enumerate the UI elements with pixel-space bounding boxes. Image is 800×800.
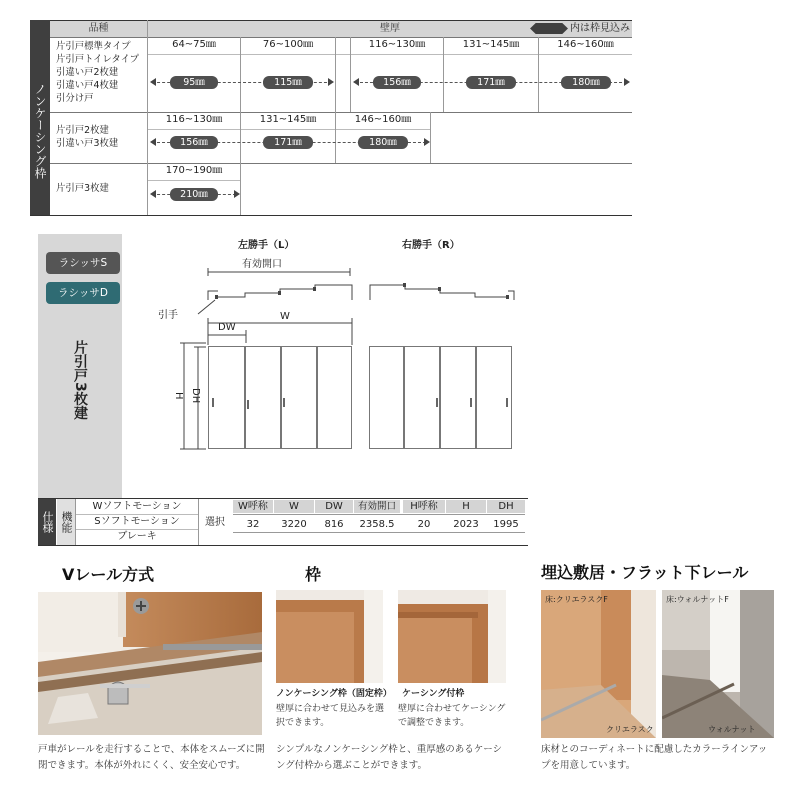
dim-header-2: DW bbox=[315, 500, 353, 513]
header-wall: 壁厚 bbox=[148, 20, 632, 37]
table-side-label bbox=[30, 20, 50, 216]
non-casing-frame-photo bbox=[276, 590, 383, 683]
floor-right-tag: 床:ウォルナットF bbox=[666, 595, 729, 604]
h-value-1: 2023 bbox=[453, 519, 479, 530]
row2-type-1: 引違い戸3枚建 bbox=[56, 138, 119, 149]
hex-note-icon bbox=[530, 23, 568, 34]
row2-depth-2: 180㎜ bbox=[358, 136, 408, 149]
frame-title: 枠 bbox=[305, 565, 322, 584]
function-label-text: 機能 bbox=[60, 511, 73, 533]
row1-range-1: 76~100㎜ bbox=[262, 39, 314, 50]
model-title: 片引戸3枚建 bbox=[72, 340, 88, 420]
function-label bbox=[57, 499, 75, 545]
dim-value-2: 816 bbox=[324, 519, 344, 530]
row2-depth-1: 171㎜ bbox=[263, 136, 313, 149]
header-note: 内は枠見込み bbox=[570, 23, 630, 34]
dh-label: DH bbox=[190, 388, 201, 404]
spec-side-label bbox=[38, 499, 56, 545]
vrail-photo bbox=[38, 592, 262, 735]
feature-2: ブレーキ bbox=[117, 531, 157, 542]
left-hand-label: 左勝手（L） bbox=[238, 240, 295, 251]
badge-lasissa-s: ラシッサS bbox=[46, 252, 120, 274]
non-casing-label: ノンケーシング枠（固定枠） bbox=[276, 689, 392, 699]
badge-lasissa-d: ラシッサD bbox=[46, 282, 120, 304]
select-label: 選択 bbox=[205, 517, 225, 528]
row2-range-1: 131~145㎜ bbox=[259, 114, 317, 125]
row2-range-2: 146~160㎜ bbox=[354, 114, 412, 125]
floor-left-label: クリエラスク bbox=[606, 725, 654, 734]
non-casing-desc: 壁厚に合わせて見込みを選択できます。 bbox=[276, 704, 385, 728]
h-value-2: 1995 bbox=[493, 519, 519, 530]
row2-type-0: 片引戸2枚建 bbox=[56, 125, 109, 136]
row2-range-0: 116~130㎜ bbox=[165, 114, 223, 125]
row1-depth-4: 180㎜ bbox=[561, 76, 611, 89]
row1-depth-3: 171㎜ bbox=[466, 76, 516, 89]
row1-type-3: 引違い戸4枚建 bbox=[56, 80, 119, 91]
casing-frame-photo bbox=[398, 590, 506, 683]
dw-label: DW bbox=[218, 322, 236, 333]
row1-range-2: 116~130㎜ bbox=[368, 39, 426, 50]
row1-depth-1: 115㎜ bbox=[263, 76, 313, 89]
h-header-1: H bbox=[446, 500, 486, 513]
row1-type-4: 引分け戸 bbox=[56, 93, 94, 104]
vrail-caption: 戸車がレールを走行することで、本体をスムーズに開閉できます。本体が外れにくく、安全安心です。 bbox=[38, 744, 265, 771]
right-door-panel-1 bbox=[369, 346, 404, 449]
floor-dark-photo bbox=[662, 590, 774, 738]
frame-caption: シンプルなノンケーシング枠と、重厚感のあるケーシング付枠から選ぶことができます。 bbox=[276, 744, 503, 771]
right-hand-label: 右勝手（R） bbox=[402, 240, 460, 251]
dim-header-1: W bbox=[274, 500, 314, 513]
row1-type-2: 引違い戸2枚建 bbox=[56, 67, 119, 78]
row1-depth-2: 156㎜ bbox=[373, 76, 421, 89]
vrail-title: Vレール方式 bbox=[62, 565, 155, 584]
left-door-panel-3 bbox=[281, 346, 317, 449]
dim-value-3: 2358.5 bbox=[359, 519, 395, 530]
dim-header-3: 有効開口 bbox=[354, 500, 400, 513]
w-label: W bbox=[280, 311, 290, 322]
left-door-panel-2 bbox=[245, 346, 281, 449]
casing-label: ケーシング付枠 bbox=[402, 689, 465, 699]
h-header-2: DH bbox=[487, 500, 525, 513]
row2-depth-0: 156㎜ bbox=[170, 136, 218, 149]
h-value-0: 20 bbox=[417, 519, 431, 530]
row1-range-3: 131~145㎜ bbox=[462, 39, 520, 50]
effective-opening-label: 有効開口 bbox=[242, 259, 282, 270]
header-kind: 品種 bbox=[50, 20, 147, 37]
h-header-0: H呼称 bbox=[403, 500, 445, 513]
pull-handle-label: 引手 bbox=[158, 310, 178, 321]
floor-light-photo bbox=[541, 590, 656, 738]
left-door-panel-4 bbox=[317, 346, 352, 449]
non-casing-frame-label: ノンケーシング枠 bbox=[33, 83, 47, 179]
feature-0: Wソフトモーション bbox=[92, 501, 182, 512]
right-door-panel-2 bbox=[404, 346, 440, 449]
row3-depth-0: 210㎜ bbox=[170, 188, 218, 201]
row1-depth-0: 95㎜ bbox=[170, 76, 218, 89]
floor-right-label: ウォルナット bbox=[708, 725, 756, 734]
floor-title: 埋込敷居・フラット下レール bbox=[541, 563, 749, 582]
feature-1: Sソフトモーション bbox=[94, 516, 180, 527]
dim-value-1: 3220 bbox=[281, 519, 307, 530]
row1-range-4: 146~160㎜ bbox=[557, 39, 614, 50]
dim-header-0: W呼称 bbox=[233, 500, 273, 513]
dim-value-0: 32 bbox=[246, 519, 260, 530]
row3-type-0: 片引戸3枚建 bbox=[56, 183, 109, 194]
row1-type-0: 片引戸標準タイプ bbox=[56, 41, 131, 52]
row1-type-1: 片引戸トイレタイプ bbox=[56, 54, 140, 65]
h-label: H bbox=[173, 392, 184, 400]
row3-range-0: 170~190㎜ bbox=[165, 165, 223, 176]
casing-desc: 壁厚に合わせてケーシングで調整できます。 bbox=[398, 704, 506, 728]
spec-label: 仕様 bbox=[41, 511, 54, 533]
row1-range-0: 64~75㎜ bbox=[172, 39, 216, 50]
floor-left-tag: 床:クリエラスクF bbox=[545, 595, 608, 604]
floor-caption: 床材とのコーディネートに配慮したカラーラインアップを用意しています。 bbox=[541, 744, 768, 771]
